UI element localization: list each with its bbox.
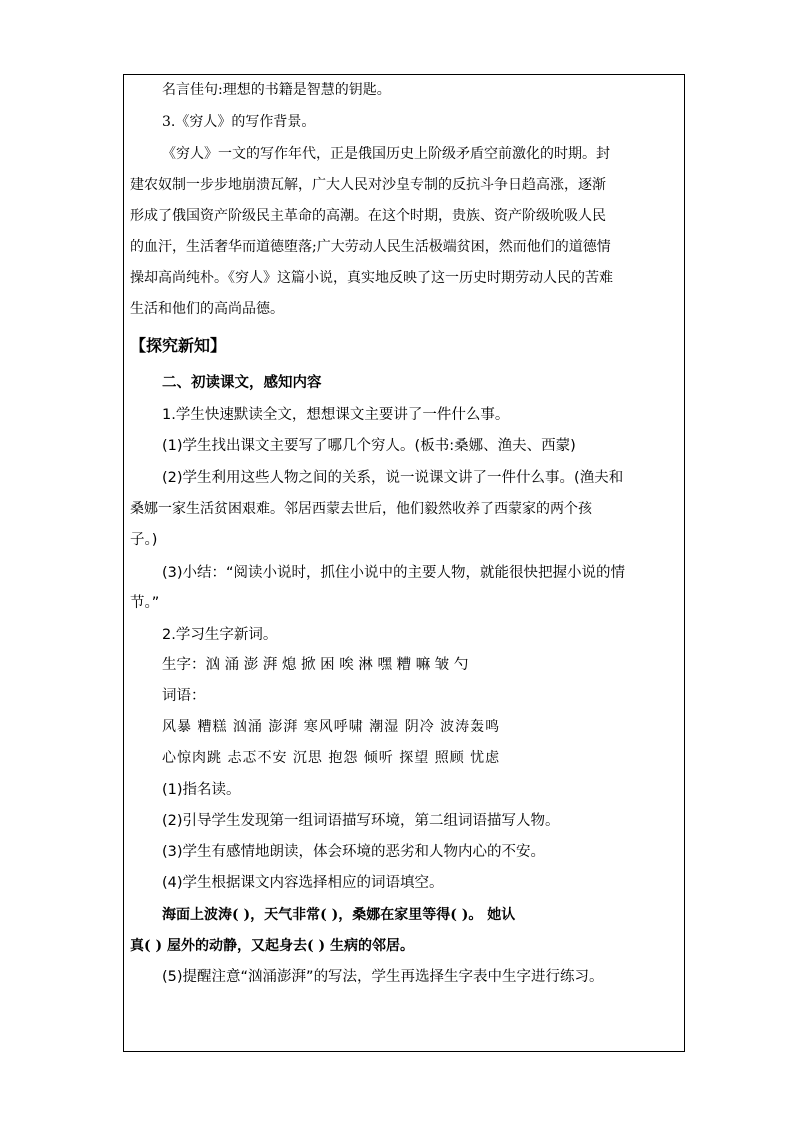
sub-item-1: (1)学生找出课文主要写了哪几个穷人。(板书:桑娜、渔夫、西蒙) <box>162 438 576 454</box>
fill-blank-line: 真( ) 屋外的动静，又起身去( ) 生病的邻居。 <box>130 938 414 954</box>
section-title: 二、初读课文，感知内容 <box>162 375 322 391</box>
step-2: (2)引导学生发现第一组词语描写环境，第二组词语描写人物。 <box>162 813 560 829</box>
step-5: (5)提醒注意“汹涌澎湃”的写法，学生再选择生字表中生字进行练习。 <box>162 969 604 985</box>
background-line: 《穷人》一文的写作年代，正是俄国历史上阶级矛盾空前激化的时期。封 <box>162 146 610 162</box>
new-characters: 生字：汹 涌 澎 湃 熄 掀 困 唉 淋 嘿 糟 嘛 皱 勺 <box>162 657 469 673</box>
sub-item-3-cont: 节。” <box>130 595 160 611</box>
background-line: 建农奴制一步步地崩溃瓦解，广大人民对沙皇专制的反抗斗争日趋高涨，逐渐 <box>130 177 606 193</box>
step-1: (1)指名读。 <box>162 782 241 798</box>
step-4: (4)学生根据课文内容选择相应的词语填空。 <box>162 875 444 891</box>
quote-line: 名言佳句:理想的书籍是智慧的钥匙。 <box>162 82 391 98</box>
sub-item-2-cont: 桑娜一家生活贫困艰难。邻居西蒙去世后，他们毅然收养了西蒙家的两个孩 <box>130 501 592 517</box>
step-3: (3)学生有感情地朗读，体会环境的恶劣和人物内心的不安。 <box>162 844 546 860</box>
background-line: 生活和他们的高尚品德。 <box>130 301 284 317</box>
background-title: 3.《穷人》的写作背景。 <box>162 114 316 130</box>
explore-heading: 【探究新知】 <box>130 336 227 355</box>
item-1: 1.学生快速默读全文，想想课文主要讲了一件什么事。 <box>162 407 510 423</box>
background-line: 的血汗，生活奢华而道德堕落;广大劳动人民生活极端贫困，然而他们的道德情 <box>130 239 611 255</box>
fill-blank-line: 海面上波涛( )，天气非常( )，桑娜在家里等得( )。 她认 <box>162 907 516 923</box>
words-group-1: 风暴 糟糕 汹涌 澎湃 寒风呼啸 潮湿 阴冷 波涛轰鸣 <box>162 719 501 735</box>
words-group-2: 心惊肉跳 忐忑不安 沉思 抱怨 倾听 探望 照顾 忧虑 <box>162 750 501 766</box>
sub-item-2: (2)学生利用这些人物之间的关系，说一说课文讲了一件什么事。(渔夫和 <box>162 470 624 486</box>
sub-item-3: (3)小结：“阅读小说时，抓住小说中的主要人物，就能很快把握小说的情 <box>162 565 626 581</box>
words-label: 词语： <box>162 688 206 704</box>
background-line: 形成了俄国资产阶级民主革命的高潮。在这个时期，贵族、资产阶级吮吸人民 <box>130 208 606 224</box>
item-2: 2.学习生字新词。 <box>162 627 278 643</box>
background-line: 操却高尚纯朴。《穷人》这篇小说，真实地反映了这一历史时期劳动人民的苦难 <box>130 270 613 286</box>
sub-item-2-cont: 子。) <box>130 532 158 548</box>
